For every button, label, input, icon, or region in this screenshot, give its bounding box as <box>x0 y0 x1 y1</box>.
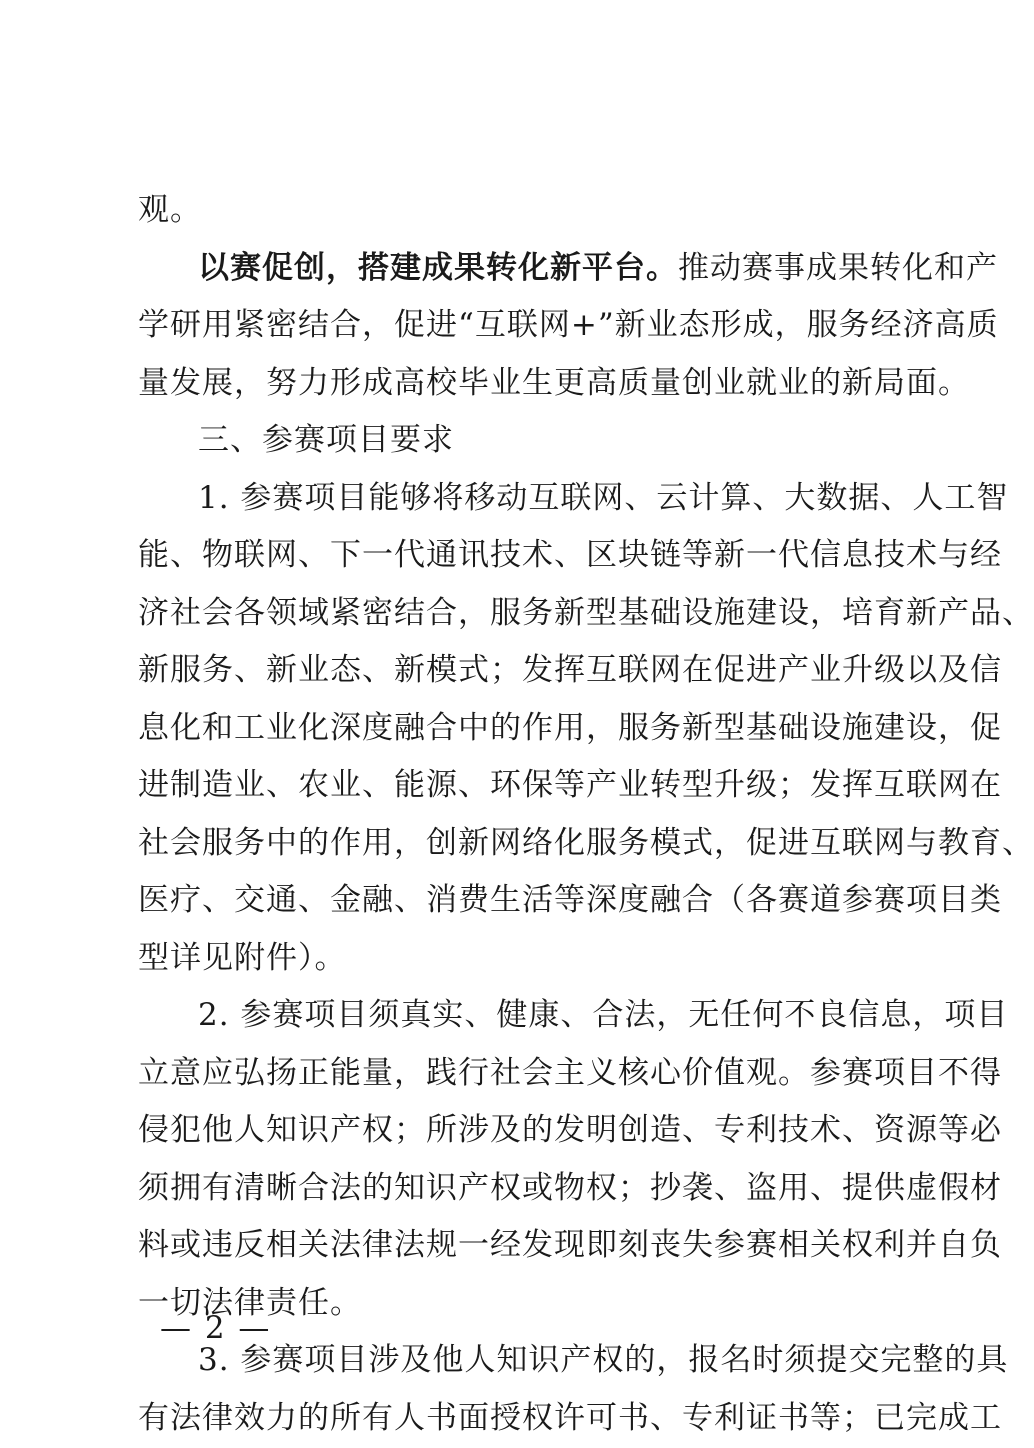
text-line <box>138 815 1034 873</box>
text-line <box>138 1160 1002 1218</box>
text-line <box>138 240 998 298</box>
text-line <box>138 1102 1002 1160</box>
text-line <box>138 987 1009 1045</box>
text-run: 有法律效力的所有人书面授权许可书、专利证书等；已完成工 <box>138 1399 1002 1436</box>
text-line <box>138 182 888 240</box>
text-run: 医疗、交通、金融、消费生活等深度融合（各赛道参赛项目类 <box>138 882 1002 918</box>
text-line <box>138 872 1002 930</box>
text-run: 进制造业、农业、能源、环保等产业转型升级；发挥互联网在 <box>138 767 1002 803</box>
text-line <box>138 1045 1002 1103</box>
text-run: 型详见附件）。 <box>138 939 347 976</box>
text-run: 须拥有清晰合法的知识产权或物权；抄袭、盗用、提供虚假材 <box>138 1169 1002 1206</box>
text-run: 一切法律责任。 <box>138 1284 362 1321</box>
text-line <box>138 470 1009 528</box>
text-run: 2. 参赛项目须真实、健康、合法，无任何不良信息，项目 <box>198 997 1009 1033</box>
text-line <box>138 700 1002 758</box>
text-run: 息化和工业化深度融合中的作用，服务新型基础设施建设，促 <box>138 709 1002 746</box>
text-line <box>138 585 1034 643</box>
bold-heading-run: 以赛促创，搭建成果转化新平台。 <box>198 249 678 286</box>
text-run: 量发展，努力形成高校毕业生更高质量创业就业的新局面。 <box>138 364 970 401</box>
text-run: 3. 参赛项目涉及他人知识产权的，报名时须提交完整的具 <box>198 1342 1009 1378</box>
text-run: 推动赛事成果转化和产 <box>678 249 998 286</box>
text-run: 能、物联网、下一代通讯技术、区块链等新一代信息技术与经 <box>138 537 1002 573</box>
text-line <box>138 1217 1002 1275</box>
text-run: 1. 参赛项目能够将移动互联网、云计算、大数据、人工智 <box>198 479 1009 516</box>
text-run: 料或违反相关法律法规一经发现即刻丧失参赛相关权利并自负 <box>138 1227 1002 1263</box>
text-run: 济社会各领域紧密结合，服务新型基础设施建设，培育新产品、 <box>138 594 1034 631</box>
text-run: 三、参赛项目要求 <box>198 422 454 458</box>
text-line <box>138 297 999 355</box>
text-run: 社会服务中的作用，创新网络化服务模式，促进互联网与教育、 <box>138 824 1034 861</box>
text-run: 学研用紧密结合，促进“互联网+”新业态形成，服务经济高质 <box>138 307 999 343</box>
text-line <box>138 412 888 470</box>
text-line <box>138 355 970 413</box>
text-run: 立意应弘扬正能量，践行社会主义核心价值观。参赛项目不得 <box>138 1054 1002 1091</box>
document-body <box>138 182 1034 1447</box>
text-run: 新服务、新业态、新模式；发挥互联网在促进产业升级以及信 <box>138 652 1002 688</box>
text-line <box>138 527 1002 585</box>
text-run: 侵犯他人知识产权；所涉及的发明创造、专利技术、资源等必 <box>138 1112 1002 1148</box>
text-line <box>138 757 1002 815</box>
text-line <box>138 930 888 988</box>
text-line <box>138 642 1002 700</box>
text-line <box>138 1390 1002 1448</box>
text-run: 观。 <box>138 192 202 228</box>
page-number: — 2 — <box>160 1310 272 1346</box>
